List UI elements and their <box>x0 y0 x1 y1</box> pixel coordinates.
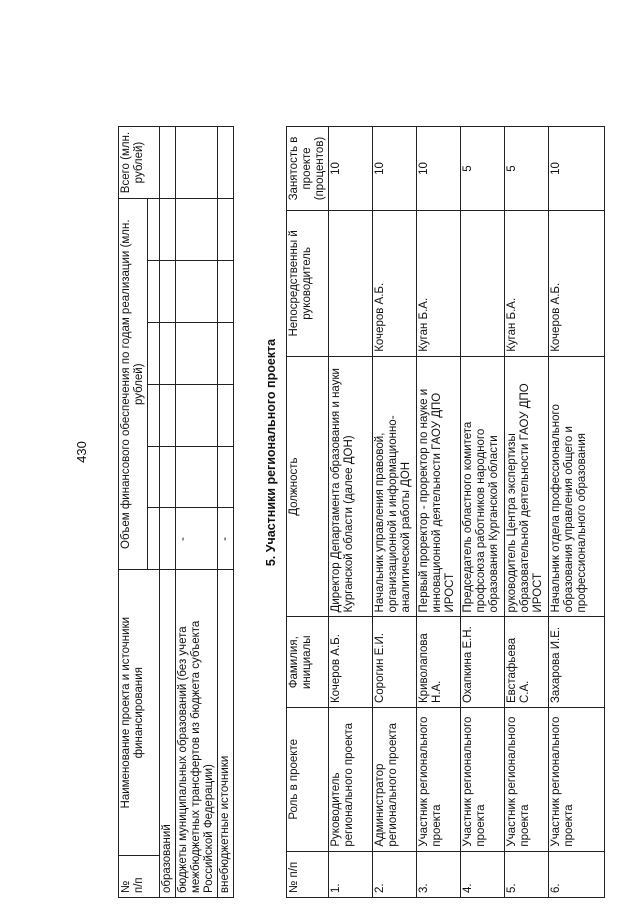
year-cell <box>148 260 160 322</box>
cell <box>218 260 234 322</box>
row-name: Захарова И.Е. <box>549 617 605 708</box>
row-position: Первый проректор - проректор по науке и инновационной деятельности ГАОУ ДПО ИРОСТ <box>417 356 461 617</box>
row-name: Кочеров А.Б. <box>329 617 373 708</box>
table-row <box>218 127 234 898</box>
finance-row-value: - <box>176 508 218 570</box>
row-employment: 10 <box>329 127 373 211</box>
row-employment: 10 <box>373 127 417 211</box>
row-role: Администратор регионального проекта <box>373 708 417 852</box>
table-row <box>549 127 605 898</box>
participants-header-employment: Занятость в проекте (процентов) <box>287 127 329 211</box>
table-row <box>505 127 549 898</box>
finance-header-volume: Объем финансового обеспечения по годам реализации (млн. рублей) <box>119 199 148 570</box>
row-name: Евстафьева С.А. <box>505 617 549 708</box>
participants-header-supervisor: Непосредственны й руководитель <box>287 210 329 356</box>
cell <box>176 127 218 199</box>
table-row <box>373 127 417 898</box>
cell <box>176 199 218 261</box>
row-position: Начальник управления правовой, организационной и информационно-аналитической работы ДОН <box>373 356 417 617</box>
cell <box>176 322 218 384</box>
row-num: 4. <box>461 851 505 897</box>
finance-row-name: бюджеты муниципальных образований (без учета межбюджетных трансфертов из бюджета субъекта Российской Федерации) <box>176 570 218 898</box>
row-supervisor: Куган Б.А. <box>505 210 549 356</box>
participants-header-role: Роль в проекте <box>287 708 329 852</box>
finance-row-name: образований <box>160 570 176 898</box>
row-num: 2. <box>373 851 417 897</box>
row-position: Директор Департамента образования и науки Курганской области (далее ДОН) <box>329 356 373 617</box>
finance-row-value <box>160 508 176 570</box>
row-num: 3. <box>417 851 461 897</box>
cell <box>218 127 234 199</box>
cell <box>160 260 176 322</box>
row-position: Начальник отдела профессионального образования управления общего и профессионального образования <box>549 356 605 617</box>
participants-table <box>286 126 605 898</box>
finance-table <box>118 126 234 898</box>
row-supervisor <box>329 210 373 356</box>
finance-header-num: № п/п <box>119 856 160 898</box>
table-row <box>329 127 373 898</box>
row-position: руководитель Центра экспертизы образовательной деятельности ГАОУ ДПО ИРОСТ <box>505 356 549 617</box>
row-position: Председатель областного комитета профсоюза работников народного образования Курганской области <box>461 356 505 617</box>
row-role: Руководитель регионального проекта <box>329 708 373 852</box>
table-row <box>417 127 461 898</box>
participants-header-position: Должность <box>287 356 329 617</box>
year-cell <box>148 199 160 261</box>
row-employment: 5 <box>461 127 505 211</box>
row-role: Участник регионального проекта <box>461 708 505 852</box>
row-name: Сорогин Е.И. <box>373 617 417 708</box>
cell <box>160 127 176 199</box>
row-role: Участник регионального проекта <box>505 708 549 852</box>
table-row <box>461 127 505 898</box>
year-cell <box>148 446 160 508</box>
cell <box>160 322 176 384</box>
row-employment: 10 <box>417 127 461 211</box>
participants-header-name: Фамилия, инициалы <box>287 617 329 708</box>
cell <box>218 199 234 261</box>
cell <box>160 446 176 508</box>
cell <box>176 260 218 322</box>
section-title: 5. Участники регионального проекта <box>264 338 278 567</box>
cell <box>176 384 218 446</box>
row-supervisor: Кочеров А.Б. <box>549 210 605 356</box>
row-name: Охапкина Е.Н. <box>461 617 505 708</box>
cell <box>218 322 234 384</box>
row-num: 1. <box>329 851 373 897</box>
finance-header-name: Наименование проекта и источники финансирования <box>119 570 160 856</box>
year-cell <box>148 508 160 570</box>
finance-row-name: внебюджетные источники <box>218 570 234 898</box>
table-row <box>160 127 176 898</box>
row-num: 5. <box>505 851 549 897</box>
cell <box>176 446 218 508</box>
row-num: 6. <box>549 851 605 897</box>
page-number: 430 <box>74 441 89 463</box>
participants-header-num: № п/п <box>287 851 329 897</box>
row-employment: 5 <box>505 127 549 211</box>
row-employment: 10 <box>549 127 605 211</box>
year-cell <box>148 384 160 446</box>
row-supervisor: Кочеров А.Б. <box>373 210 417 356</box>
row-supervisor: Куган Б.А. <box>417 210 461 356</box>
table-row <box>176 127 218 898</box>
row-role: Участник регионального проекта <box>549 708 605 852</box>
cell <box>160 384 176 446</box>
cell <box>160 199 176 261</box>
cell <box>218 384 234 446</box>
cell <box>218 446 234 508</box>
year-cell <box>148 322 160 384</box>
finance-row-value: - <box>218 508 234 570</box>
finance-header-total: Всего (млн. рублей) <box>119 127 160 199</box>
row-supervisor <box>461 210 505 356</box>
row-role: Участник регионального проекта <box>417 708 461 852</box>
row-name: Криволапова Н.А. <box>417 617 461 708</box>
